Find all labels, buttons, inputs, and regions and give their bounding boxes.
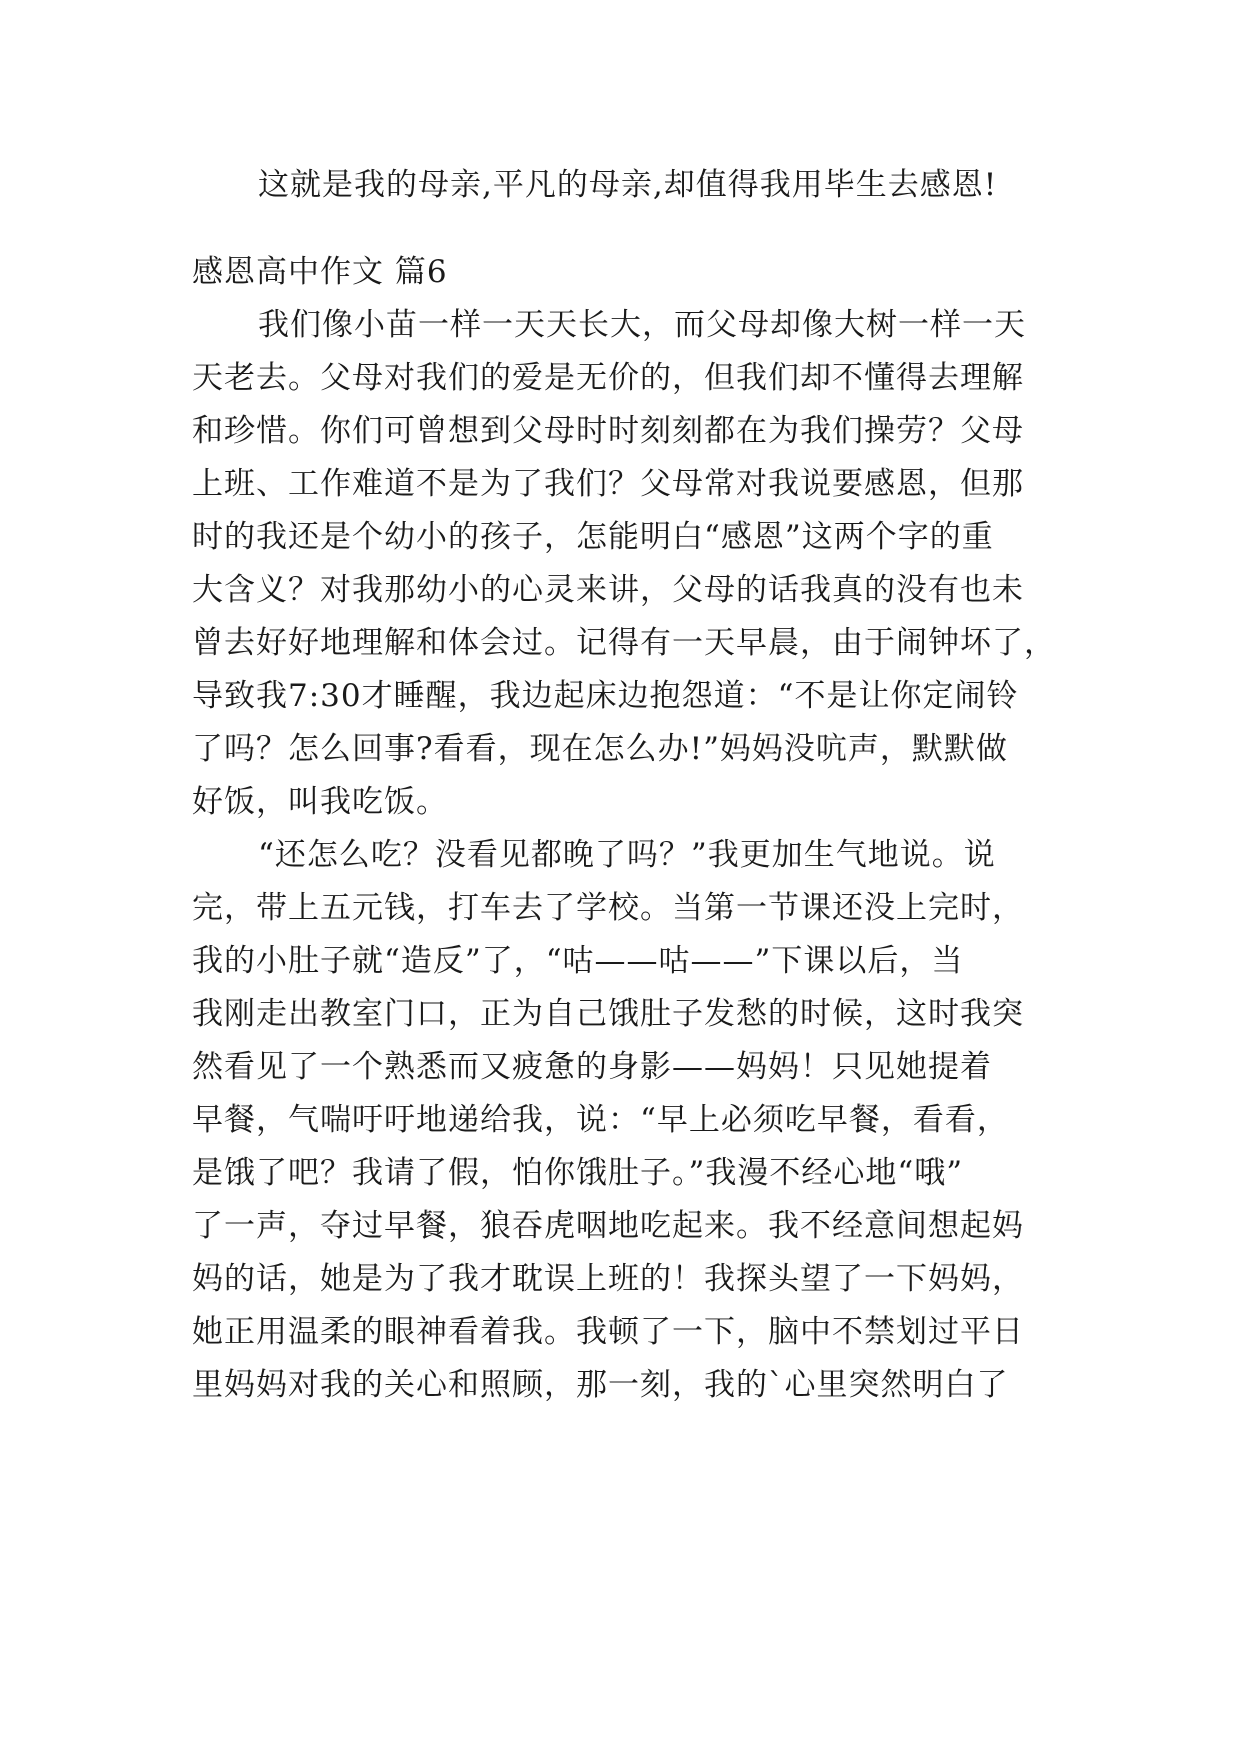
paragraph-line: 了一声，夺过早餐，狼吞虎咽地吃起来。我不经意间想起妈 [192,1208,1024,1244]
paragraph-line: 然看见了一个熟悉而又疲惫的身影——妈妈！只见她提着 [192,1049,992,1085]
paragraph-line: 曾去好好地理解和体会过。记得有一天早晨，由于闹钟坏了， [192,625,1056,661]
paragraph-line: 了吗？怎么回事?看看，现在怎么办!”妈妈没吭声，默默做 [192,731,1008,767]
paragraph-line: 大含义？对我那幼小的心灵来讲，父母的话我真的没有也未 [192,572,1024,608]
paragraph-line: 时的我还是个幼小的孩子，怎能明白“感恩”这两个字的重 [192,519,994,555]
paragraph-line: 我们像小苗一样一天天长大，而父母却像大树一样一天 [258,307,1026,343]
paragraph-line: 好饭，叫我吃饭。 [192,784,448,820]
paragraph-line: 这就是我的母亲,平凡的母亲,却值得我用毕生去感恩! [258,167,998,203]
paragraph-line: 导致我7:30才睡醒，我边起床边抱怨道：“不是让你定闹铃 [192,678,1019,714]
paragraph-line: 她正用温柔的眼神看着我。我顿了一下，脑中不禁划过平日 [192,1314,1024,1350]
paragraph-line: 我刚走出教室门口，正为自己饿肚子发愁的时候，这时我突 [192,996,1024,1032]
paragraph-line: 和珍惜。你们可曾想到父母时时刻刻都在为我们操劳？父母 [192,413,1024,449]
paragraph-line: 早餐，气喘吁吁地递给我，说：“早上必须吃早餐，看看， [192,1102,1009,1138]
paragraph-line: 天老去。父母对我们的爱是无价的，但我们却不懂得去理解 [192,360,1024,396]
section-heading: 感恩高中作文 篇6 [192,254,448,290]
paragraph-line: 上班、工作难道不是为了我们？父母常对我说要感恩，但那 [192,466,1024,502]
paragraph-line: 妈的话，她是为了我才耽误上班的！我探头望了一下妈妈， [192,1261,1024,1297]
paragraph-line: 完，带上五元钱，打车去了学校。当第一节课还没上完时， [192,890,1024,926]
paragraph-line: “还怎么吃？没看见都晚了吗？”我更加生气地说。说 [258,837,996,873]
paragraph-line: 里妈妈对我的关心和照顾，那一刻，我的`心里突然明白了 [192,1367,1009,1403]
paragraph-line: 是饿了吧？我请了假，怕你饿肚子。”我漫不经心地“哦” [192,1155,964,1191]
paragraph-line: 我的小肚子就“造反”了，“咕——咕——”下课以后，当 [192,943,964,979]
